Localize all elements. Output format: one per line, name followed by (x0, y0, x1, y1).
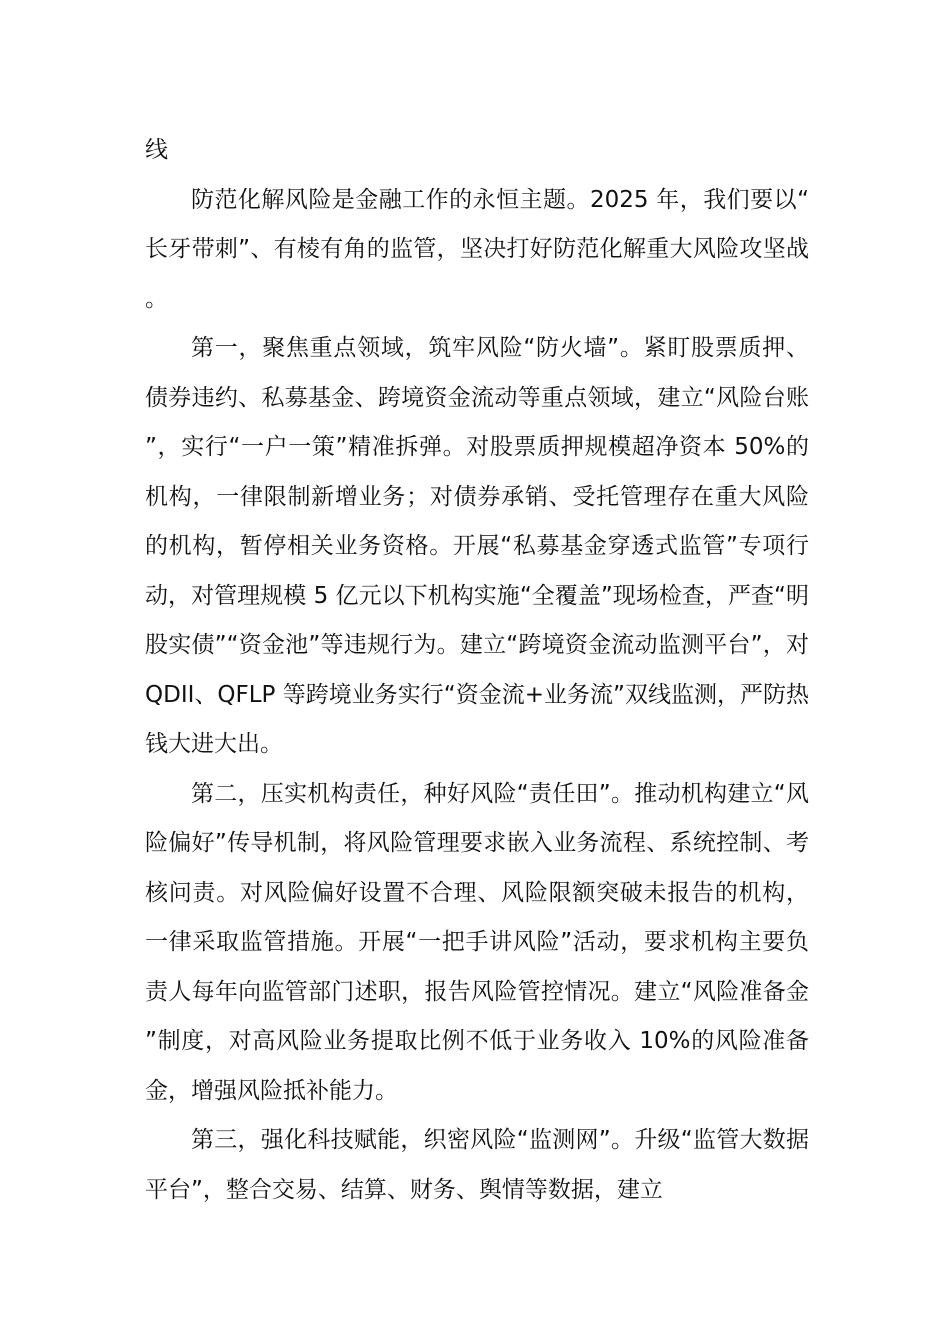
paragraph-second: 第二，压实机构责任，种好风险“责任田”。推动机构建立“风险偏好”传导机制，将风险管理要求嵌入业务流程、系统控制、考核问责。对风险偏好设置不合理、风险限额突破未报告的机构，一律采取监管措施。开展“一把手讲风险”活动，要求机构主要负责人每年向监管部门述职，报告风险管控情况。建立“风险准备金”制度，对高风险业务提取比例不低于业务收入 10%的风险准备金，增强风险抵补能力。 (145, 780, 809, 1104)
paragraph-first: 第一，聚焦重点领域，筑牢风险“防火墙”。紧盯股票质押、债券违约、私募基金、跨境资金流动等重点领域，建立“风险台账”，实行“一户一策”精准拆弹。对股票质押规模超净资本 50%的机构，一律限制新增业务；对债券承销、受托管理存在重大风险的机构，暂停相关业务资格。开展“私募基金穿透式监管”专项行动，对管理规模 5 亿元以下机构实施“全覆盖”现场检查，严查“明股实债”“资金池”等违规行为。建立“跨境资金流动监测平台”，对 QDII、QFLP 等跨境业务实行“资金流+业务流”双线监测，严防热钱大进大出。 (145, 335, 809, 757)
paragraph-intro: 防范化解风险是金融工作的永恒主题。2025 年，我们要以“长牙带刺”、有棱有角的监管，坚决打好防范化解重大风险攻坚战。 (145, 186, 809, 312)
document-body (145, 126, 809, 1215)
paragraph-continuation: 线 (145, 137, 168, 163)
paragraph-third: 第三，强化科技赋能，织密风险“监测网”。升级“监管大数据平台”，整合交易、结算、财务、舆情等数据，建立 (145, 1127, 809, 1203)
